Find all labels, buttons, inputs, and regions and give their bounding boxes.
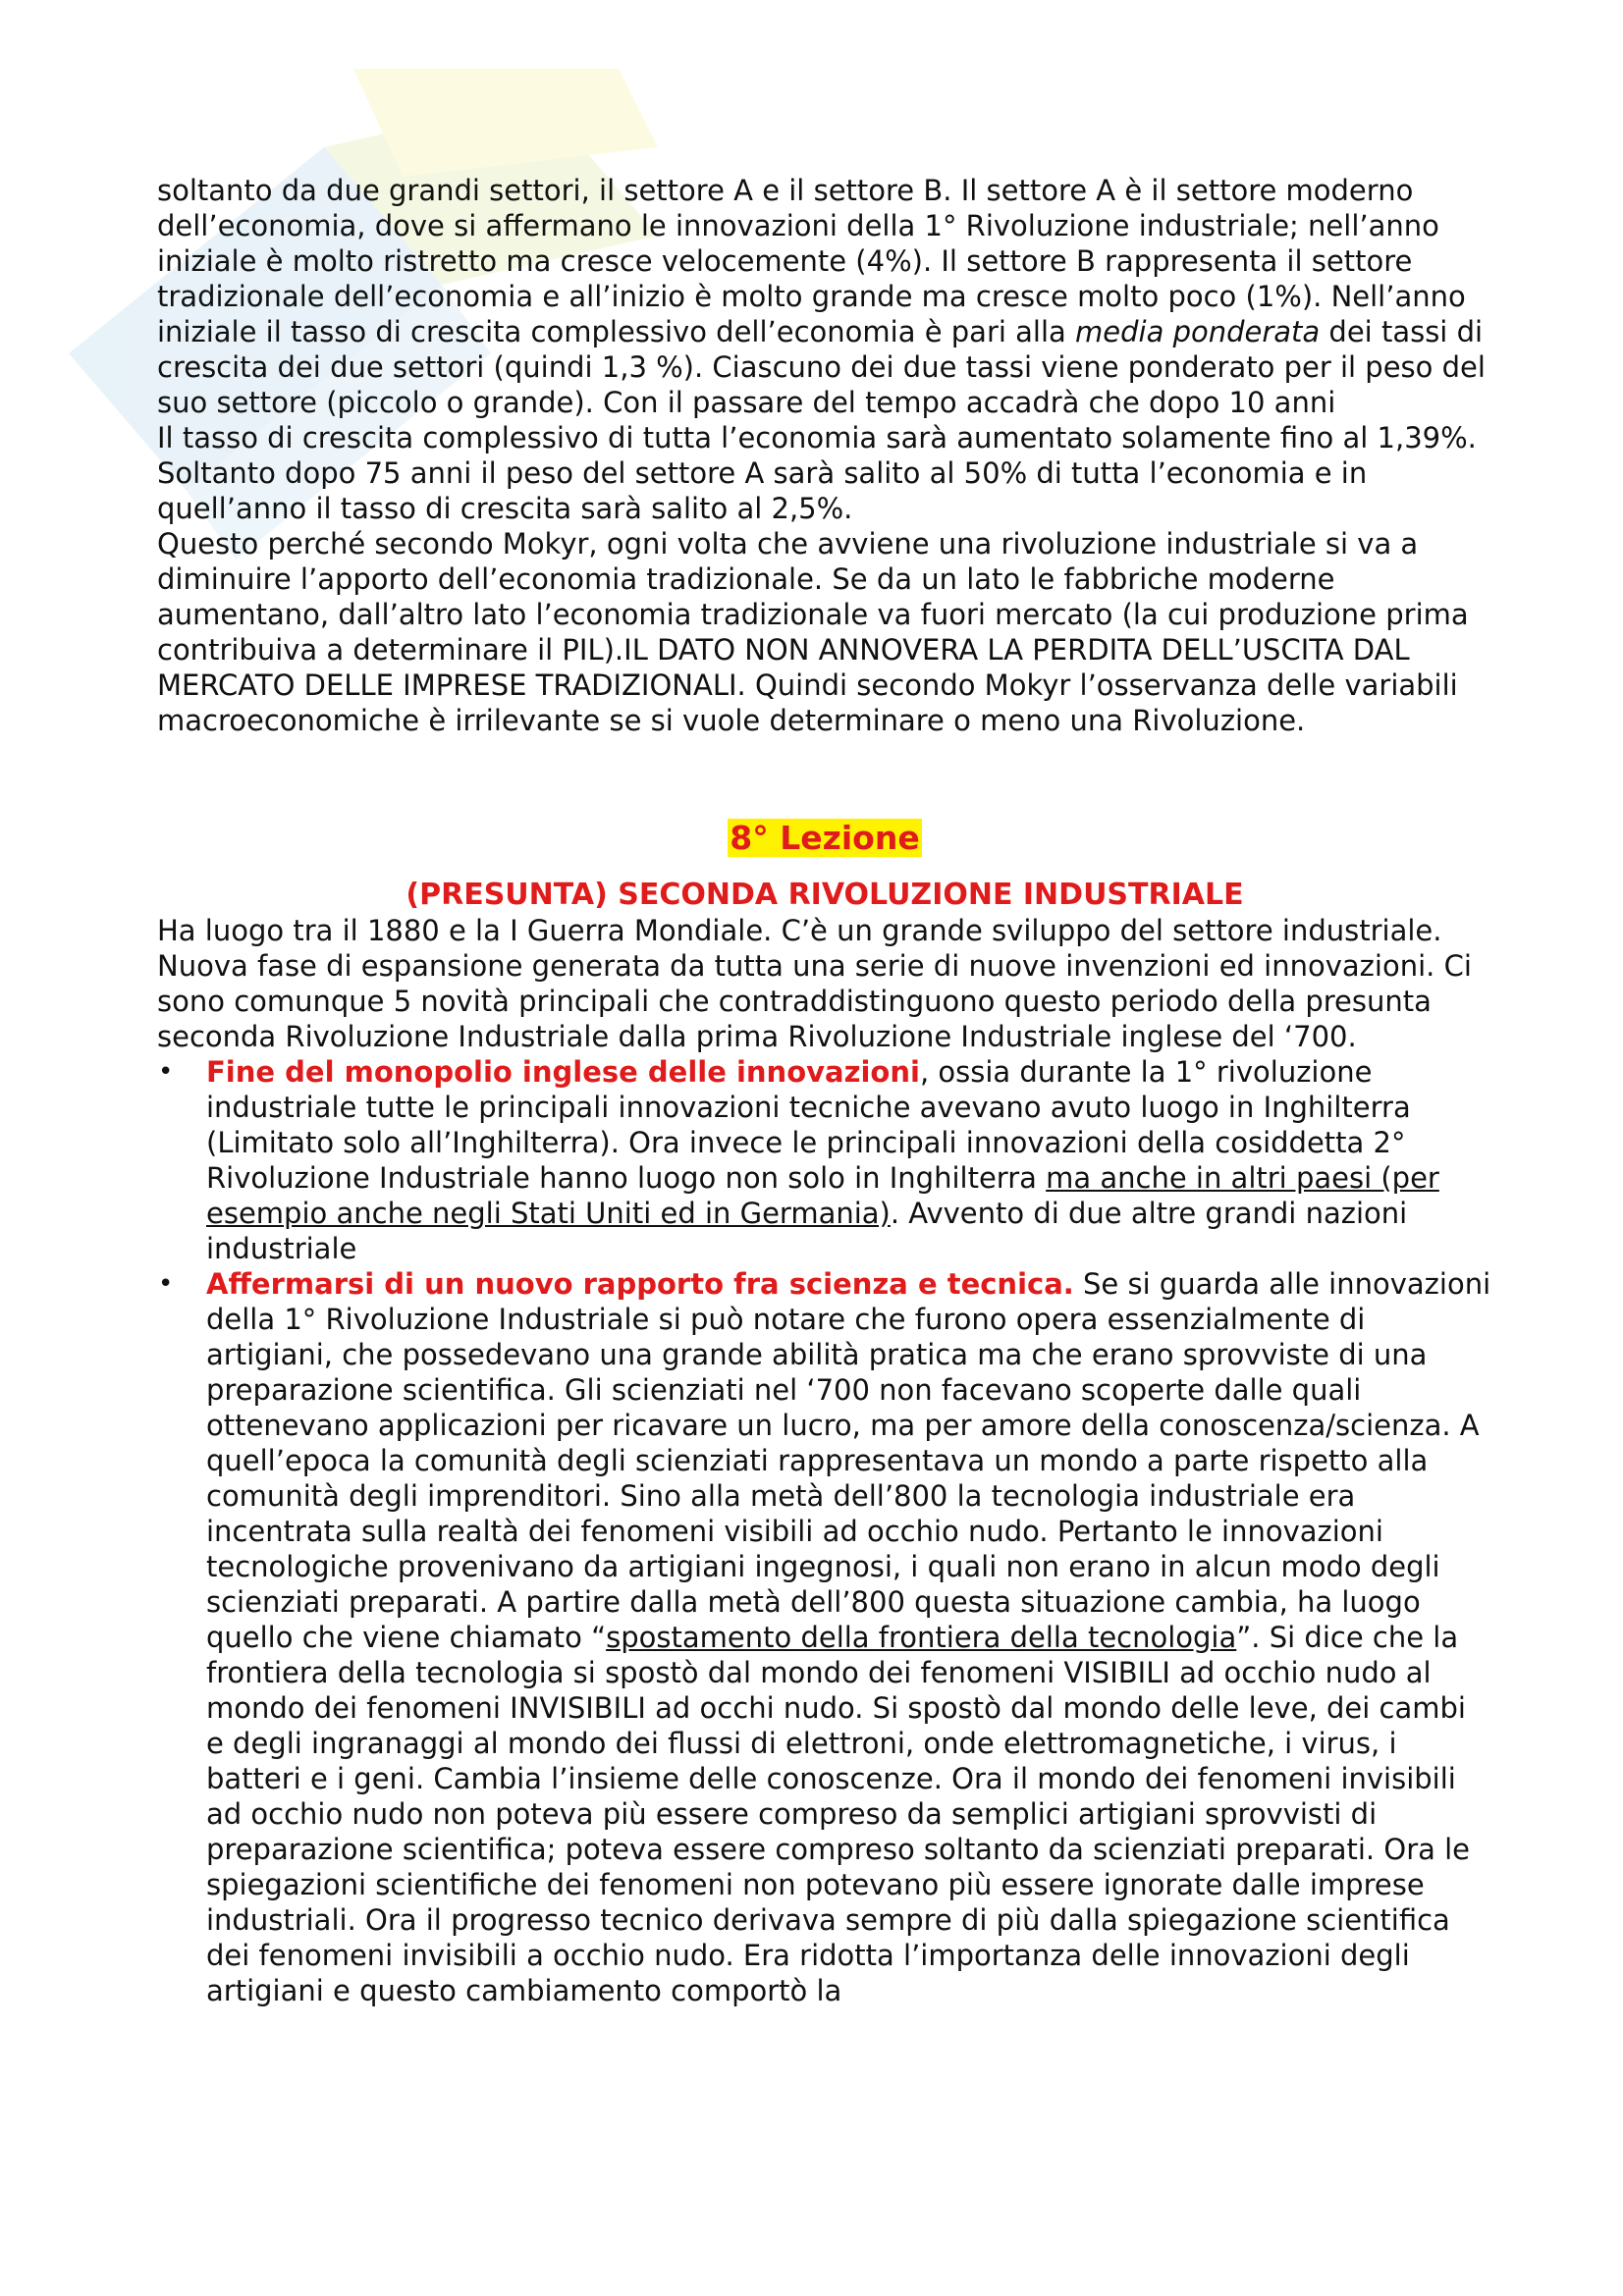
list-item: • Fine del monopolio inglese delle innovazioni, ossia durante la 1° rivoluzione industriale tutte le principali innovazioni tecniche avevano avuto luogo in Inghilterra (Limitato solo all’Inghilterra). Ora invece le principali innovazioni della cosiddetta 2° Rivoluzione Industriale hanno luogo non solo in Inghilterra ma anche in altri paesi (per esempio anche negli Stati Uniti ed in Germania). Avvento di due altre grandi nazioni industriale: [158, 1055, 1439, 1265]
lesson-title: 8° Lezione: [730, 819, 920, 857]
section-title: (PRESUNTA) SECONDA RIVOLUZIONE INDUSTRIALE: [406, 878, 1244, 912]
lesson-heading: [157, 817, 1492, 860]
bullet-dot-icon: •: [158, 1269, 174, 1299]
underlined-text: ma anche in altri paesi (per esempio anche negli Stati Uniti ed in Germania): [206, 1161, 1439, 1230]
emphasis-media-ponderata: media ponderata: [1075, 315, 1321, 348]
document-page: [157, 173, 1492, 2008]
innovation-list: [157, 1054, 1492, 2008]
bullet-title: Fine del monopolio inglese delle innovazioni: [206, 1055, 920, 1089]
bullet-title: Affermarsi di un nuovo rapporto fra scienza e tecnica.: [206, 1267, 1074, 1301]
bullet-dot-icon: •: [158, 1057, 174, 1087]
paragraph-intro-1: soltanto da due grandi settori, il settore A e il settore B. Il settore A è il settore moderno dell’economia, dove si affermano le innovazioni della 1° Rivoluzione industriale; nell’anno iniziale è molto ristretto ma cresce velocemente (4%). Il settore B rappresenta il settore tradizionale dell’economia e all’inizio è molto grande ma cresce molto poco (1%). Nell’anno iniziale il tasso di crescita complessivo dell’economia è pari alla media ponderata dei tassi di crescita dei due settori (quindi 1,3 %). Ciascuno dei due tassi viene ponderato per il peso del suo settore (piccolo o grande). Con il passare del tempo accadrà che dopo 10 anni: [157, 174, 1486, 419]
list-item: • Affermarsi di un nuovo rapporto fra scienza e tecnica. Se si guarda alle innovazioni della 1° Rivoluzione Industriale si può notare che furono opera essenzialmente di artigiani, che possedevano una grande abilità pratica ma che erano sprovviste di una preparazione scientifica. Gli scienziati nel ‘700 non facevano scoperte dalle quali ottenevano applicazioni per ricavare un lucro, ma per amore della conoscenza/scienza. A quell’epoca la comunità degli scienziati rappresentava un mondo a parte rispetto alla comunità degli imprenditori. Sino alla metà dell’800 la tecnologia industriale era incentrata sulla realtà dei fenomeni visibili ad occhio nudo. Pertanto le innovazioni tecnologiche provenivano da artigiani ingegnosi, i quali non erano in alcun modo degli scienziati preparati. A partire dalla metà dell’800 questa situazione cambia, ha luogo quello che viene chiamato “spostamento della frontiera della tecnologia”. Si dice che la frontiera della tecnologia si spostò dal mondo dei fenomeni VISIBILI ad occhio nudo al mondo dei fenomeni INVISIBILI ad occhi nudo. Si spostò dal mondo delle leve, dei cambi e degli ingranaggi al mondo dei flussi di elettroni, onde elettromagnetiche, i virus, i batteri e i geni. Cambia l’insieme delle conoscenze. Ora il mondo dei fenomeni invisibili ad occhio nudo non poteva più essere compreso da semplici artigiani sprovvisti di preparazione scientifica; poteva essere compreso soltanto da scienziati preparati. Ora le spiegazioni scientifiche dei fenomeni non potevano più essere ignorate dalle imprese industriali. Ora il progresso tecnico derivava sempre di più dalla spiegazione scientifica dei fenomeni invisibili a occhio nudo. Era ridotta l’importanza delle innovazioni degli artigiani e questo cambiamento comportò la: [158, 1267, 1491, 2007]
section-intro: Ha luogo tra il 1880 e la I Guerra Mondiale. C’è un grande sviluppo del settore industriale. Nuova fase di espansione generata da tutta una serie di nuove invenzioni ed innovazioni. Ci sono comunque 5 novità principali che contraddistinguono questo periodo della presunta seconda Rivoluzione Industriale dalla prima Rivoluzione Industriale inglese del ‘700.: [157, 914, 1472, 1053]
paragraph-intro-3: Questo perché secondo Mokyr, ogni volta che avviene una rivoluzione industriale si va a diminuire l’apporto dell’economia tradizionale. Se da un lato le fabbriche moderne aumentano, dall’altro lato l’economia tradizionale va fuori mercato (la cui produzione prima contribuiva a determinare il PIL).IL DATO NON ANNOVERA LA PERDITA DELL’USCITA DAL MERCATO DELLE IMPRESE TRADIZIONALI. Quindi secondo Mokyr l’osservanza delle variabili macroeconomiche è irrilevante se si vuole determinare o meno una Rivoluzione.: [157, 527, 1469, 737]
paragraph-intro-2: Il tasso di crescita complessivo di tutta l’economia sarà aumentato solamente fino al 1,39%. Soltanto dopo 75 anni il peso del settore A sarà salito al 50% di tutta l’economia e in quell’anno il tasso di crescita sarà salito al 2,5%.: [157, 421, 1477, 525]
underlined-text: spostamento della frontiera della tecnologia: [606, 1621, 1237, 1654]
